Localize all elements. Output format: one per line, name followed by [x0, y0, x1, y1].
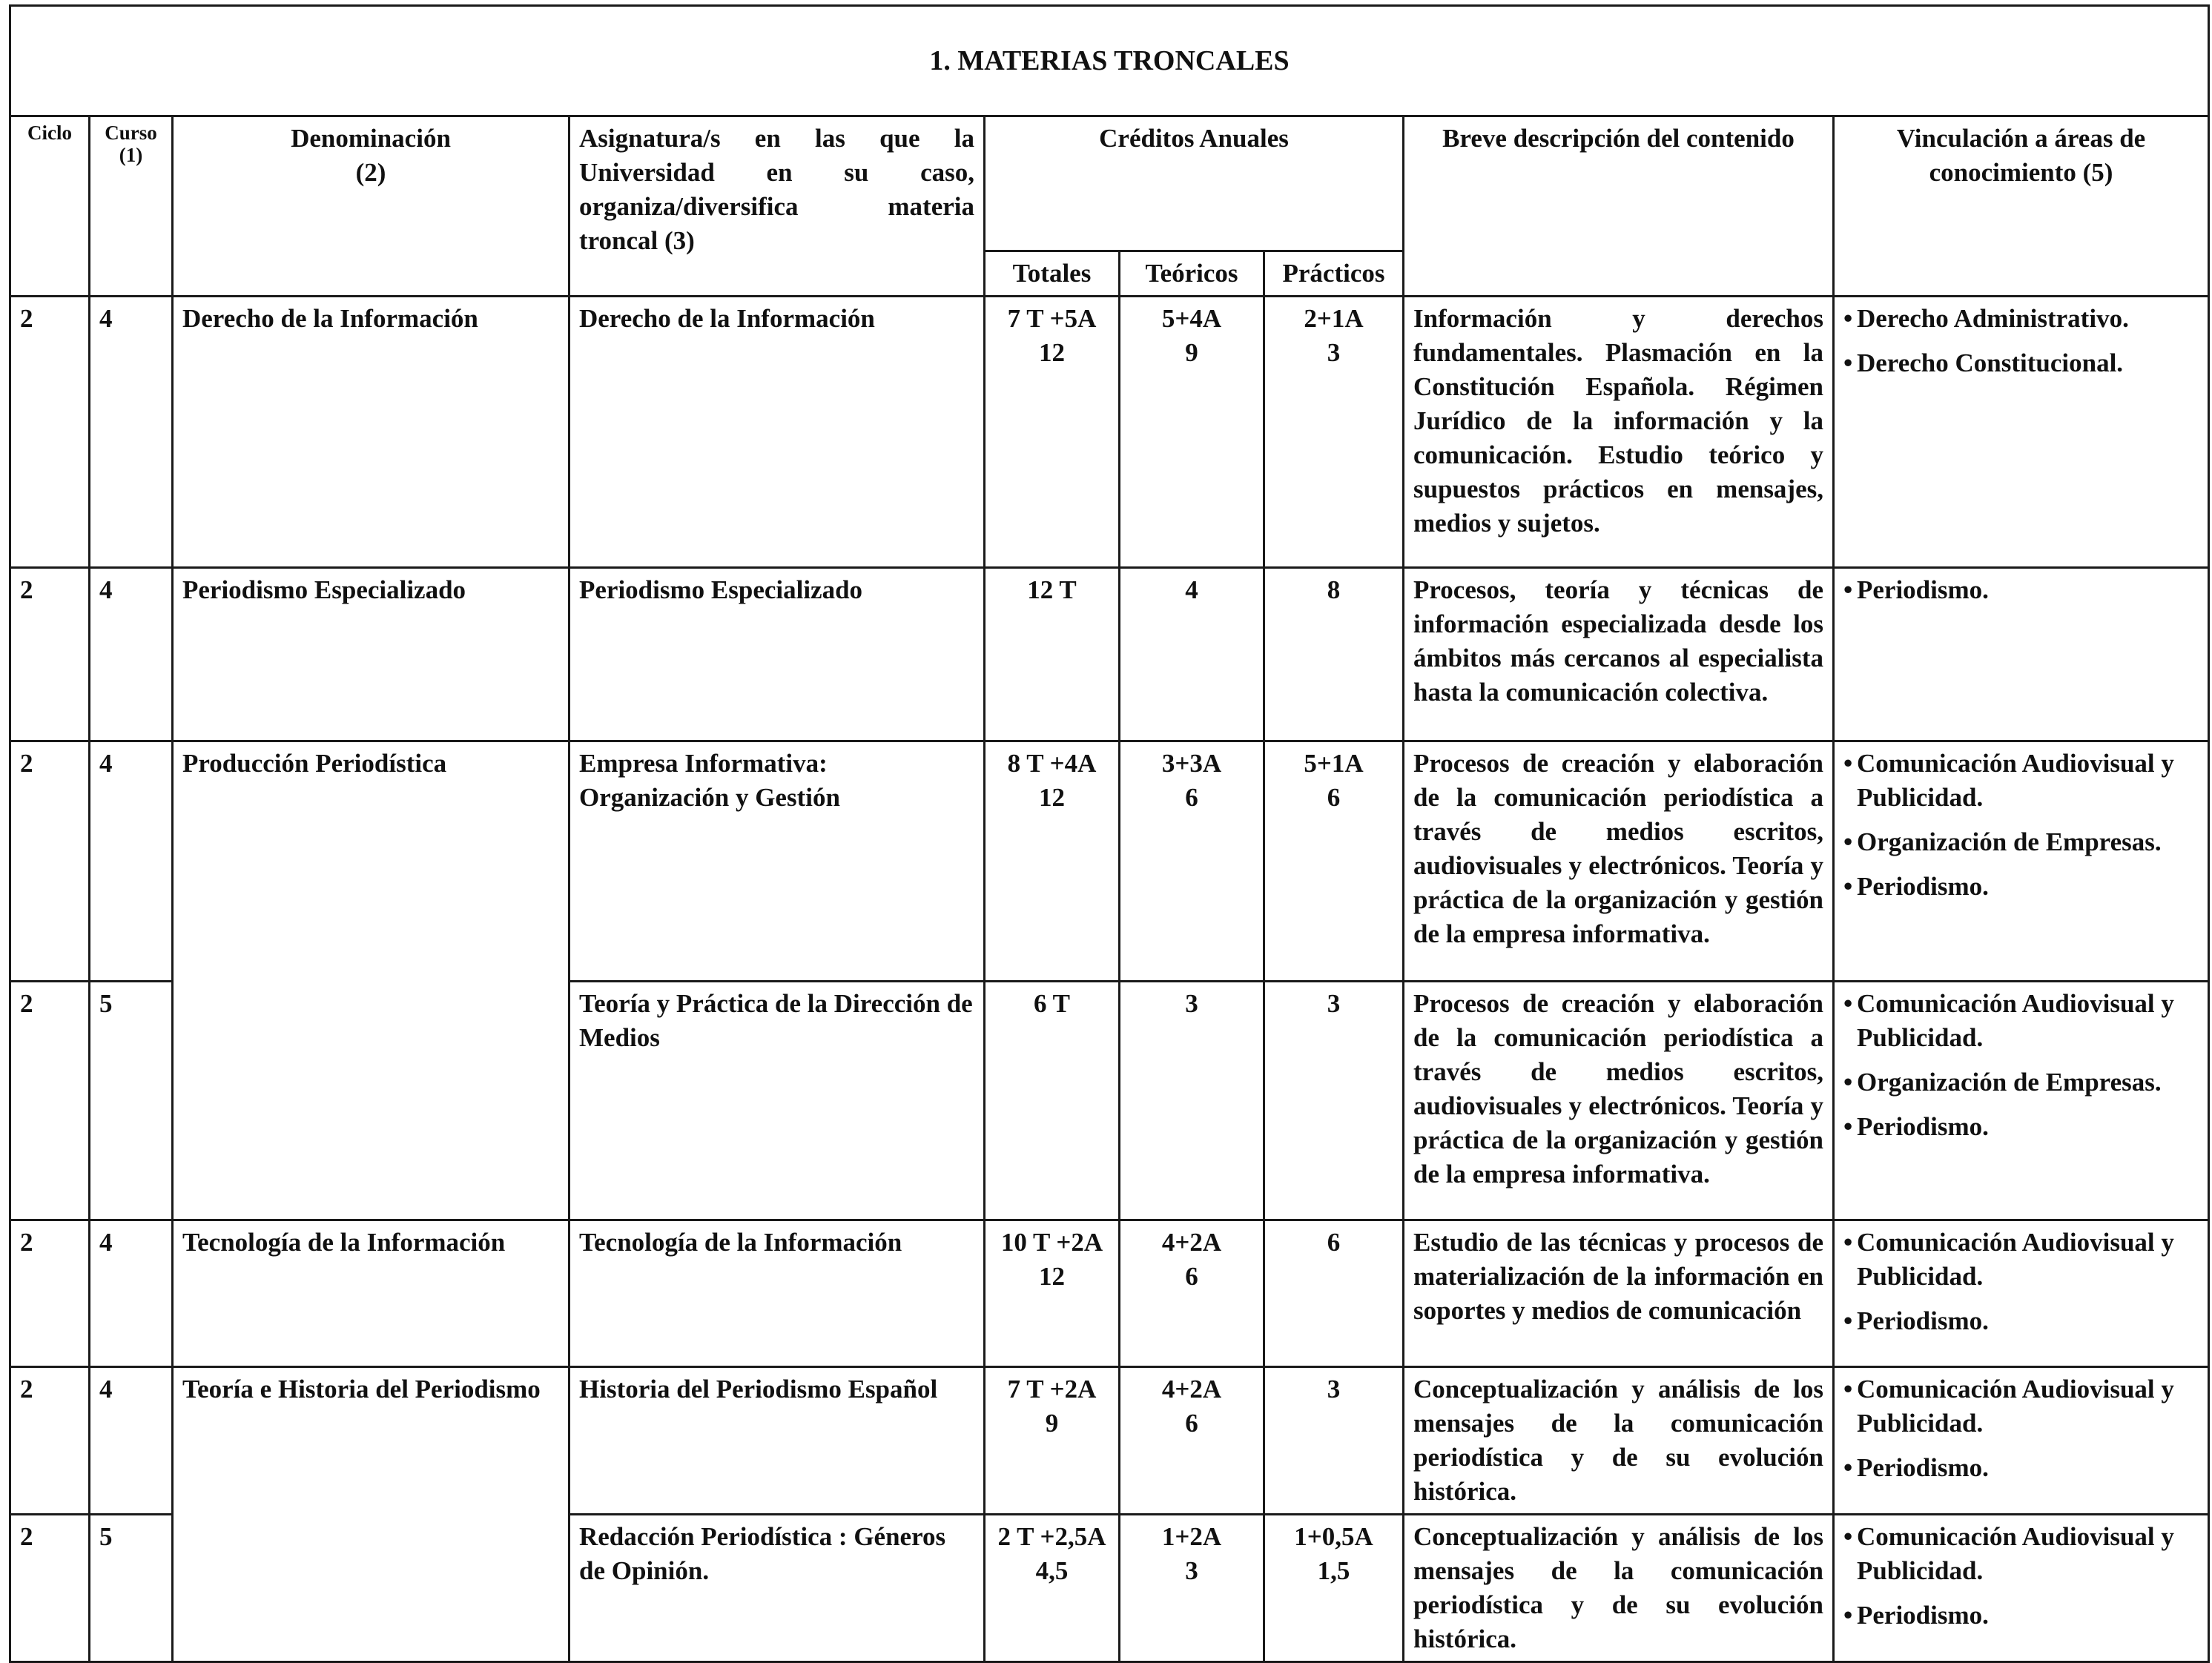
areas-list — [1843, 987, 2199, 1144]
asignatura-cell: Tecnología de la Información — [569, 1220, 985, 1367]
bullet-icon: • — [1843, 575, 1853, 604]
practicos-value: 3 — [1327, 1375, 1341, 1404]
totales-cell — [985, 741, 1120, 982]
areas-list — [1843, 747, 2199, 904]
area-label: Periodismo. — [1857, 1306, 1989, 1335]
list-item — [1843, 346, 2199, 380]
area-label: Periodismo. — [1857, 872, 1989, 901]
list-item — [1843, 1304, 2199, 1338]
area-label: Comunicación Audiovisual y Publicidad. — [1857, 1522, 2174, 1585]
ciclo-cell: 2 — [10, 1367, 90, 1515]
areas-list — [1843, 573, 2199, 607]
teoricos-value: 3+3A — [1161, 749, 1222, 778]
curso-cell: 5 — [90, 1515, 173, 1662]
totales-value: 4,5 — [1035, 1556, 1069, 1585]
totales-cell — [985, 297, 1120, 568]
denominacion-cell: Periodismo Especializado — [173, 568, 569, 741]
totales-value: 12 — [1039, 783, 1065, 812]
area-label: Comunicación Audiovisual y Publicidad. — [1857, 1375, 2174, 1438]
totales-value: 12 — [1039, 1262, 1065, 1291]
asignatura-cell: Historia del Periodismo Español — [569, 1367, 985, 1515]
curso-cell: 4 — [90, 1220, 173, 1367]
list-item — [1843, 870, 2199, 904]
asignatura-cell: Redacción Periodística : Géneros de Opinión. — [569, 1515, 985, 1662]
practicos-value: 1+0,5A — [1294, 1522, 1373, 1551]
vinculacion-cell — [1834, 297, 2209, 568]
list-item — [1843, 1598, 2199, 1633]
area-label: Derecho Administrativo. — [1857, 304, 2129, 333]
totales-cell — [985, 1220, 1120, 1367]
areas-list — [1843, 302, 2199, 380]
area-label: Periodismo. — [1857, 1112, 1989, 1141]
table-row — [10, 741, 2209, 982]
descripcion-cell: Información y derechos fundamentales. Plasmación en la Constitución Española. Régimen Jurídico de la información y la comunicación. Estudio teórico y supuestos prácticos en mensajes, medios y sujetos. — [1404, 297, 1834, 568]
list-item — [1843, 825, 2199, 859]
practicos-value: 3 — [1327, 989, 1341, 1018]
totales-cell — [985, 1367, 1120, 1515]
area-label: Comunicación Audiovisual y Publicidad. — [1857, 989, 2174, 1052]
teoricos-cell — [1120, 741, 1264, 982]
totales-value: 2 T +2,5A — [997, 1522, 1106, 1551]
practicos-cell — [1264, 1515, 1404, 1662]
troncales-table — [9, 4, 2210, 1663]
header-ciclo: Ciclo — [10, 116, 90, 297]
totales-value: 12 T — [1027, 575, 1077, 604]
practicos-value: 5+1A — [1304, 749, 1364, 778]
header-row — [10, 116, 2209, 251]
list-item — [1843, 302, 2199, 336]
area-label: Organización de Empresas. — [1857, 1068, 2162, 1097]
area-label: Periodismo. — [1857, 1601, 1989, 1630]
bullet-icon: • — [1843, 749, 1853, 778]
practicos-cell — [1264, 568, 1404, 741]
list-item — [1843, 1226, 2199, 1294]
practicos-cell — [1264, 1220, 1404, 1367]
curso-cell: 4 — [90, 741, 173, 982]
teoricos-value: 4+2A — [1161, 1228, 1222, 1257]
document-page — [9, 4, 2208, 1653]
descripcion-cell: Procesos, teoría y técnicas de información especializada desde los ámbitos más cercanos al especialista hasta la comunicación colectiva. — [1404, 568, 1834, 741]
bullet-icon: • — [1843, 989, 1853, 1018]
header-descripcion: Breve descripción del contenido — [1404, 116, 1834, 297]
curso-cell: 4 — [90, 568, 173, 741]
practicos-cell — [1264, 982, 1404, 1220]
bullet-icon: • — [1843, 304, 1853, 333]
teoricos-value: 6 — [1185, 1409, 1198, 1438]
area-label: Organización de Empresas. — [1857, 827, 2162, 856]
bullet-icon: • — [1843, 1112, 1853, 1141]
totales-value: 8 T +4A — [1007, 749, 1097, 778]
descripcion-cell: Procesos de creación y elaboración de la comunicación periodística a través de medios escritos, audiovisuales y electrónicos. Teoría y práctica de la organización y gestión de la empresa informativa. — [1404, 741, 1834, 982]
bullet-icon: • — [1843, 1228, 1853, 1257]
table-row — [10, 568, 2209, 741]
totales-value: 12 — [1039, 338, 1065, 367]
practicos-value: 2+1A — [1304, 304, 1364, 333]
totales-cell — [985, 568, 1120, 741]
totales-value: 7 T +2A — [1007, 1375, 1097, 1404]
curso-cell: 4 — [90, 297, 173, 568]
descripcion-cell: Conceptualización y análisis de los mensajes de la comunicación periodística y de su evolución histórica. — [1404, 1367, 1834, 1515]
list-item — [1843, 747, 2199, 815]
practicos-cell — [1264, 741, 1404, 982]
curso-cell: 5 — [90, 982, 173, 1220]
teoricos-value: 5+4A — [1161, 304, 1222, 333]
header-curso-label: Curso — [105, 122, 157, 144]
list-item — [1843, 1520, 2199, 1588]
asignatura-cell: Periodismo Especializado — [569, 568, 985, 741]
area-label: Periodismo. — [1857, 1453, 1989, 1482]
practicos-value: 6 — [1327, 1228, 1341, 1257]
ciclo-cell: 2 — [10, 982, 90, 1220]
areas-list — [1843, 1226, 2199, 1338]
vinculacion-cell — [1834, 982, 2209, 1220]
teoricos-value: 3 — [1185, 989, 1198, 1018]
teoricos-cell — [1120, 1515, 1264, 1662]
ciclo-cell: 2 — [10, 297, 90, 568]
teoricos-value: 6 — [1185, 1262, 1198, 1291]
denominacion-cell: Tecnología de la Información — [173, 1220, 569, 1367]
header-curso — [90, 116, 173, 297]
practicos-value: 6 — [1327, 783, 1341, 812]
bullet-icon: • — [1843, 827, 1853, 856]
list-item — [1843, 987, 2199, 1055]
header-denominacion-label: Denominación — [291, 124, 451, 153]
practicos-value: 1,5 — [1317, 1556, 1350, 1585]
practicos-value: 8 — [1327, 575, 1341, 604]
area-label: Periodismo. — [1857, 575, 1989, 604]
teoricos-value: 1+2A — [1161, 1522, 1222, 1551]
title-row — [10, 6, 2209, 116]
areas-list — [1843, 1520, 2199, 1633]
bullet-icon: • — [1843, 1306, 1853, 1335]
denominacion-cell: Derecho de la Información — [173, 297, 569, 568]
table-row — [10, 297, 2209, 568]
descripcion-cell: Estudio de las técnicas y procesos de materialización de la información en soportes y medios de comunicación — [1404, 1220, 1834, 1367]
table-row — [10, 1220, 2209, 1367]
header-totales: Totales — [985, 251, 1120, 297]
header-denominacion-note: (2) — [355, 158, 386, 187]
areas-list — [1843, 1372, 2199, 1485]
teoricos-value: 3 — [1185, 1556, 1198, 1585]
bullet-icon: • — [1843, 1375, 1853, 1404]
area-label: Comunicación Audiovisual y Publicidad. — [1857, 749, 2174, 812]
denominacion-cell: Teoría e Historia del Periodismo — [173, 1367, 569, 1662]
list-item — [1843, 1110, 2199, 1144]
totales-value: 7 T +5A — [1007, 304, 1097, 333]
bullet-icon: • — [1843, 1601, 1853, 1630]
bullet-icon: • — [1843, 1522, 1853, 1551]
vinculacion-cell — [1834, 1515, 2209, 1662]
bullet-icon: • — [1843, 1068, 1853, 1097]
header-creditos: Créditos Anuales — [985, 116, 1404, 251]
totales-value: 9 — [1045, 1409, 1059, 1438]
denominacion-cell: Producción Periodística — [173, 741, 569, 1220]
header-asignatura: Asignatura/s en las que la Universidad en su caso, organiza/diversifica materia troncal (3) — [569, 116, 985, 297]
vinculacion-cell — [1834, 741, 2209, 982]
vinculacion-cell — [1834, 1367, 2209, 1515]
practicos-cell — [1264, 1367, 1404, 1515]
curso-cell: 4 — [90, 1367, 173, 1515]
vinculacion-cell — [1834, 1220, 2209, 1367]
ciclo-cell: 2 — [10, 741, 90, 982]
header-teoricos: Teóricos — [1120, 251, 1264, 297]
bullet-icon: • — [1843, 1453, 1853, 1482]
teoricos-cell — [1120, 982, 1264, 1220]
totales-value: 6 T — [1034, 989, 1070, 1018]
bullet-icon: • — [1843, 872, 1853, 901]
teoricos-value: 6 — [1185, 783, 1198, 812]
teoricos-cell — [1120, 1367, 1264, 1515]
ciclo-cell: 2 — [10, 568, 90, 741]
list-item — [1843, 1372, 2199, 1441]
descripcion-cell: Conceptualización y análisis de los mensajes de la comunicación periodística y de su evolución histórica. — [1404, 1515, 1834, 1662]
header-vinculacion: Vinculación a áreas de conocimiento (5) — [1834, 116, 2209, 297]
totales-cell — [985, 1515, 1120, 1662]
totales-cell — [985, 982, 1120, 1220]
vinculacion-cell — [1834, 568, 2209, 741]
area-label: Comunicación Audiovisual y Publicidad. — [1857, 1228, 2174, 1291]
descripcion-cell: Procesos de creación y elaboración de la comunicación periodística a través de medios escritos, audiovisuales y electrónicos. Teoría y práctica de la organización y gestión de la empresa informativa. — [1404, 982, 1834, 1220]
bullet-icon: • — [1843, 348, 1853, 377]
teoricos-cell — [1120, 568, 1264, 741]
teoricos-value: 9 — [1185, 338, 1198, 367]
list-item — [1843, 573, 2199, 607]
table-row — [10, 1367, 2209, 1515]
totales-value: 10 T +2A — [1000, 1228, 1103, 1257]
header-practicos: Prácticos — [1264, 251, 1404, 297]
asignatura-cell: Empresa Informativa: Organización y Gestión — [569, 741, 985, 982]
teoricos-value: 4 — [1185, 575, 1198, 604]
teoricos-cell — [1120, 1220, 1264, 1367]
list-item — [1843, 1065, 2199, 1100]
ciclo-cell: 2 — [10, 1220, 90, 1367]
ciclo-cell: 2 — [10, 1515, 90, 1662]
teoricos-value: 4+2A — [1161, 1375, 1222, 1404]
list-item — [1843, 1451, 2199, 1485]
area-label: Derecho Constitucional. — [1857, 348, 2124, 377]
page-title: 1. MATERIAS TRONCALES — [10, 6, 2209, 116]
header-denominacion — [173, 116, 569, 297]
teoricos-cell — [1120, 297, 1264, 568]
asignatura-cell: Teoría y Práctica de la Dirección de Medios — [569, 982, 985, 1220]
practicos-value: 3 — [1327, 338, 1341, 367]
asignatura-cell: Derecho de la Información — [569, 297, 985, 568]
header-curso-note: (1) — [119, 144, 143, 166]
practicos-cell — [1264, 297, 1404, 568]
